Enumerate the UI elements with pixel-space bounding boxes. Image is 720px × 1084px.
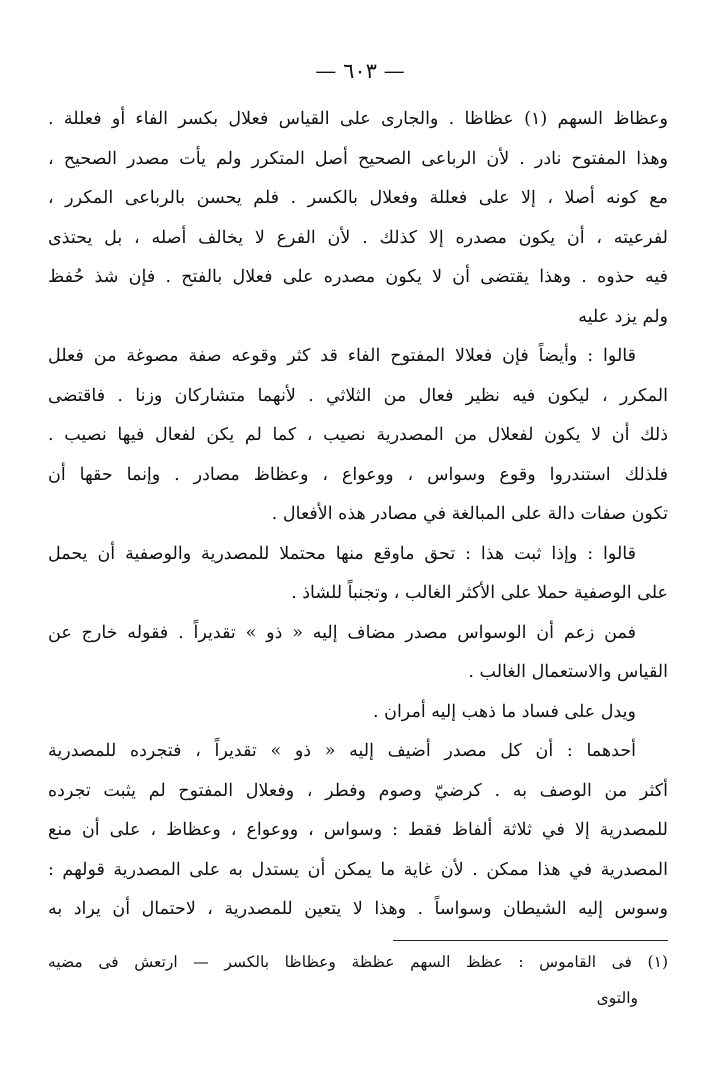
text-line: المكرر ، ليكون فيه نظير فعال من الثلاثي . لأنهما متشاركان وزنا . فاقتضى (48, 385, 668, 406)
footnote-line: والتوى (596, 989, 638, 1007)
text-line: ولم يزد عليه (578, 306, 668, 327)
main-text (48, 100, 668, 930)
footnote-line: (١) فى القاموس : عظظ السهم عظظة وعظاظا بالكسر — ارتعش فى مضيه (48, 953, 668, 971)
text-line: قالوا : وإذا ثبت هذا : تحق ماوقع منها محتملا للمصدرية والوصفية أن يحمل (48, 543, 636, 564)
text-line: وعظاظ السهم (١) عظاظا . والجارى على القياس فعلال بكسر الفاء أو فعللة . (48, 109, 668, 129)
text-line: قالوا : وأيضاً فإن فعلالا المفتوح الفاء قد كثر وقوعه صفة مصوغة من فعلل (48, 346, 636, 366)
text-line: أكثر من الوصف به . كرضيّ وصوم وفطر ، وفعلال المفتوح لم يثبت تجرده (48, 780, 668, 801)
text-line: ويدل على فساد ما ذهب إليه أمران . (372, 701, 636, 722)
text-line: وسوس إليه الشيطان وسواساً . وهذا لا يتعين للمصدرية ، لاحتمال أن يراد به (48, 899, 668, 919)
text-line: ذلك أن لا يكون لفعلال من المصدرية نصيب ، كما لم يكن لفعال فيها نصيب . (48, 425, 668, 445)
text-line: على الوصفية حملا على الأكثر الغالب ، وتجنباً للشاذ . (291, 583, 668, 603)
text-line: فلذلك استندروا وقوع وسواس ، ووعواع ، وعظاظ مصادر . وإنما حقها أن (48, 464, 668, 485)
footnotes (48, 944, 668, 1016)
text-line: أحدهما : أن كل مصدر أضيف إليه « ذو » تقديراً ، فتجرده للمصدرية (48, 741, 636, 761)
text-line: تكون صفات دالة على المبالغة في مصادر هذه الأفعال . (271, 504, 668, 524)
text-line: القياس والاستعمال الغالب . (468, 662, 668, 682)
text-line: مع كونه أصلا ، إلا على فعللة وفعلال بالكسر . فلم يحسن بالرباعى المكرر ، (48, 188, 668, 208)
text-line: وهذا المفتوح نادر . لأن الرباعى الصحيح أصل المتكرر ولم يأت مصدر الصحيح ، (48, 148, 668, 169)
page-number: — ٦٠٣ — (315, 59, 405, 83)
text-line: للمصدرية إلا في ثلاثة ألفاظ فقط : وسواس ، ووعواع ، وعظاظ ، على أن منع (48, 820, 668, 840)
footnote-divider (393, 940, 668, 941)
text-line: فيه حذوه . وهذا يقتضى أن لا يكون مصدره على فعلال بالفتح . فإن شذ حُفظ (48, 267, 668, 287)
text-line: فمن زعم أن الوسواس مصدر مضاف إليه « ذو » تقديراً . فقوله خارج عن (48, 622, 636, 643)
text-line: لفرعيته ، أن يكون مصدره إلا كذلك . لأن الفرع لا يخالف أصله ، بل يحتذى (48, 227, 668, 248)
text-line: المصدرية في هذا ممكن . لأن غاية ما يمكن أن يستدل به على المصدرية قولهم : (48, 859, 668, 880)
